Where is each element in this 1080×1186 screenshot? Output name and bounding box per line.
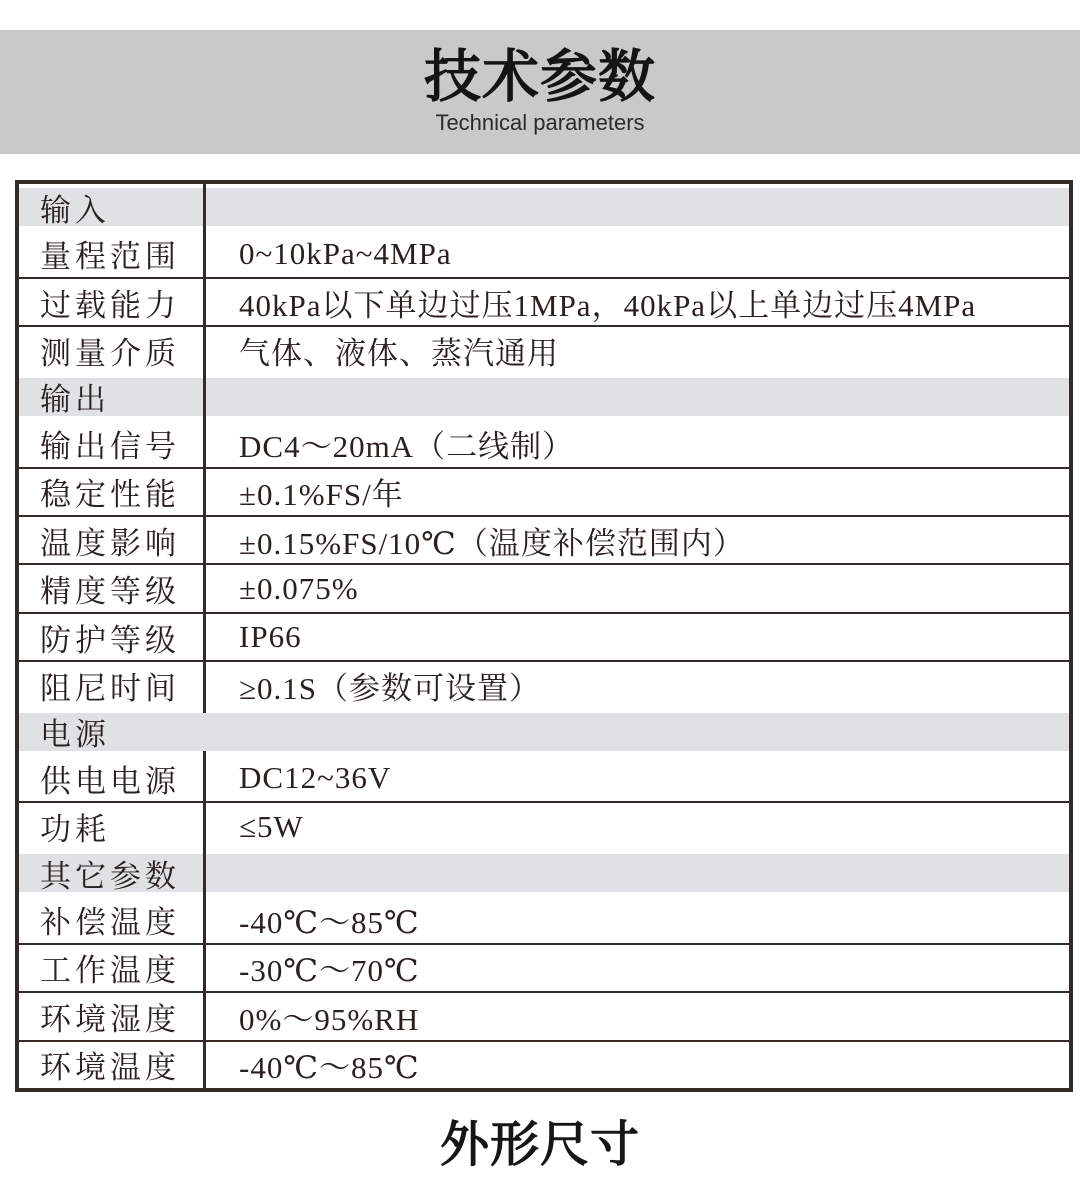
spec-row [19,943,1069,991]
param-name: 输出信号 [40,428,180,464]
spec-row [19,277,1069,325]
section-title-dimensions: 外形尺寸 [439,1118,640,1172]
spec-row [19,230,1069,276]
section-row [19,850,1069,896]
spec-row [19,755,1069,801]
param-name: 温度影响 [40,525,180,561]
spec-row [19,467,1069,515]
spec-row [19,515,1069,563]
spec-table-rows [19,184,1069,1088]
param-name: 精度等级 [40,574,180,610]
section-row-highlight [19,378,1069,416]
spec-row [19,420,1069,466]
spec-row [19,612,1069,660]
section-label: 输出 [40,382,110,418]
section-row [19,709,1069,755]
spec-row [19,801,1069,849]
param-name: 过载能力 [40,287,180,323]
param-value: DC12~36V [239,760,392,796]
param-name: 稳定性能 [40,477,180,513]
spec-row [19,991,1069,1039]
param-name: 环境温度 [40,1050,180,1086]
spec-row [19,896,1069,942]
param-name: 阻尼时间 [40,670,180,706]
table-column-divider [203,184,206,1088]
param-name: 补偿温度 [40,905,180,941]
param-value: ±0.1%FS/年 [239,477,404,513]
section-label: 输入 [40,192,110,228]
param-value: 气体、液体、蒸汽通用 [239,335,559,371]
section-row-highlight [19,713,1069,751]
param-value: ≥0.1S（参数可设置） [239,670,542,706]
param-value: -40℃～85℃ [239,1050,420,1086]
param-value: 40kPa以下单边过压1MPa，40kPa以上单边过压4MPa [239,287,977,323]
param-name: 防护等级 [40,622,180,658]
param-value: 0%～95%RH [239,1001,420,1037]
page-subtitle: Technical parameters [435,110,645,136]
section-row-highlight [19,188,1069,226]
spec-row [19,325,1069,373]
param-value: ±0.075% [239,570,359,606]
param-name: 环境湿度 [40,1001,180,1037]
param-value: -30℃～70℃ [239,953,420,989]
param-name: 测量介质 [40,335,180,371]
spec-row [19,660,1069,708]
param-value: -40℃～85℃ [239,905,420,941]
param-value: ±0.15%FS/10℃（温度补偿范围内） [239,525,745,561]
param-value: IP66 [239,619,302,654]
section-row [19,184,1069,230]
spec-row [19,1040,1069,1088]
section-label: 电源 [40,717,110,753]
param-value: ≤5W [239,808,304,844]
param-name: 工作温度 [40,953,180,989]
param-name: 功耗 [40,812,110,848]
section-label: 其它参数 [40,858,180,894]
header-band [0,30,1080,154]
spec-row [19,563,1069,611]
param-value: DC4～20mA（二线制） [239,428,575,464]
param-name: 供电电源 [40,763,180,799]
section-row [19,374,1069,420]
spec-table [15,180,1073,1092]
page-title: 技术参数 [424,44,656,109]
param-value: 0~10kPa~4MPa [239,235,452,271]
param-name: 量程范围 [40,239,180,275]
